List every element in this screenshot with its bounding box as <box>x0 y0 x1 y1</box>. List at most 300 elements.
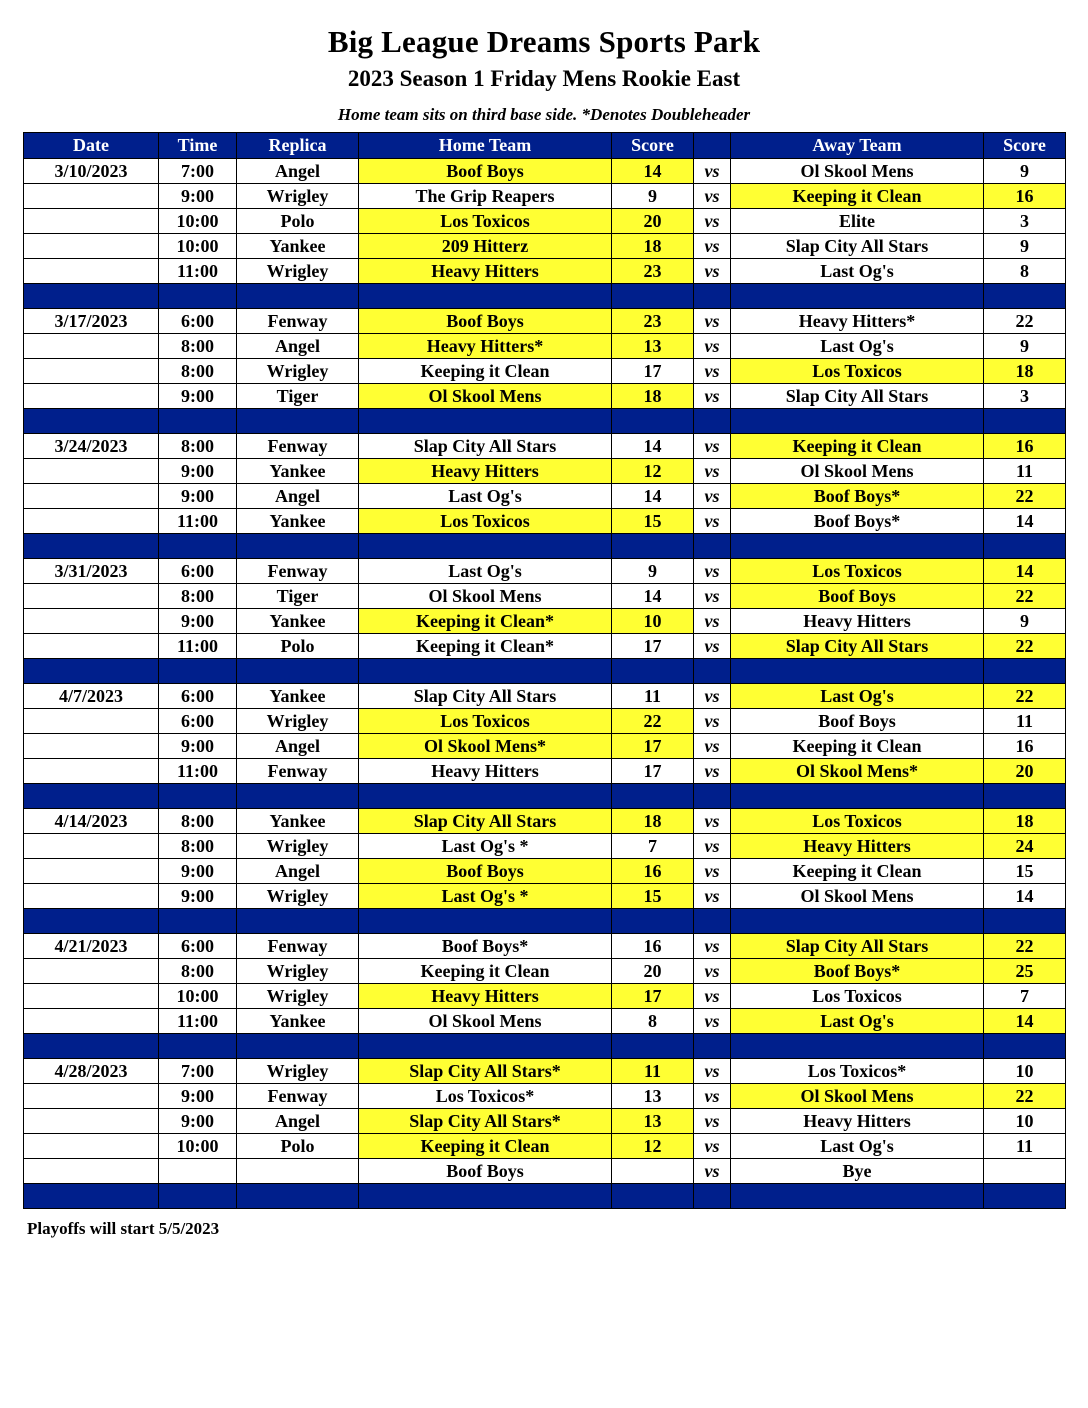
cell-away-team: Keeping it Clean <box>731 859 984 884</box>
separator-cell <box>731 1034 984 1059</box>
cell-replica: Polo <box>237 1134 359 1159</box>
cell-home-score: 22 <box>612 709 694 734</box>
cell-date <box>24 1084 159 1109</box>
cell-vs: vs <box>694 359 731 384</box>
cell-away-score <box>984 1159 1066 1184</box>
separator-cell <box>24 784 159 809</box>
cell-home-team: Keeping it Clean* <box>359 634 612 659</box>
cell-replica: Polo <box>237 209 359 234</box>
cell-away-team: Heavy Hitters <box>731 609 984 634</box>
week-separator-row <box>24 534 1066 559</box>
table-row <box>24 1159 1066 1184</box>
cell-date <box>24 359 159 384</box>
separator-cell <box>984 284 1066 309</box>
table-header-row <box>24 133 1066 159</box>
cell-vs: vs <box>694 434 731 459</box>
table-row <box>24 334 1066 359</box>
separator-cell <box>24 659 159 684</box>
separator-cell <box>159 909 237 934</box>
separator-cell <box>984 534 1066 559</box>
cell-time: 8:00 <box>159 959 237 984</box>
table-row <box>24 759 1066 784</box>
separator-cell <box>612 784 694 809</box>
cell-away-team: Keeping it Clean <box>731 434 984 459</box>
cell-home-score: 17 <box>612 734 694 759</box>
cell-home-team: Slap City All Stars* <box>359 1059 612 1084</box>
cell-time: 11:00 <box>159 509 237 534</box>
cell-home-team: Keeping it Clean <box>359 959 612 984</box>
separator-cell <box>159 784 237 809</box>
cell-time: 8:00 <box>159 809 237 834</box>
cell-replica: Angel <box>237 859 359 884</box>
cell-time: 9:00 <box>159 859 237 884</box>
column-header-date: Date <box>24 133 159 159</box>
cell-replica: Tiger <box>237 384 359 409</box>
table-row <box>24 234 1066 259</box>
cell-replica: Fenway <box>237 559 359 584</box>
cell-date <box>24 1159 159 1184</box>
cell-away-team: Heavy Hitters* <box>731 309 984 334</box>
cell-away-team: Last Og's <box>731 1009 984 1034</box>
separator-cell <box>612 1184 694 1209</box>
cell-vs: vs <box>694 1134 731 1159</box>
cell-home-score: 14 <box>612 434 694 459</box>
cell-away-team: Keeping it Clean <box>731 184 984 209</box>
table-row <box>24 884 1066 909</box>
cell-away-score: 16 <box>984 184 1066 209</box>
cell-replica: Fenway <box>237 759 359 784</box>
separator-cell <box>159 534 237 559</box>
cell-date: 4/21/2023 <box>24 934 159 959</box>
cell-date <box>24 609 159 634</box>
cell-away-team: Heavy Hitters <box>731 834 984 859</box>
cell-away-team: Slap City All Stars <box>731 934 984 959</box>
cell-time: 11:00 <box>159 759 237 784</box>
cell-date <box>24 884 159 909</box>
cell-away-score: 10 <box>984 1109 1066 1134</box>
cell-time: 10:00 <box>159 209 237 234</box>
cell-vs: vs <box>694 234 731 259</box>
cell-replica: Angel <box>237 1109 359 1134</box>
table-row <box>24 1084 1066 1109</box>
cell-away-score: 22 <box>984 484 1066 509</box>
cell-away-team: Keeping it Clean <box>731 734 984 759</box>
cell-home-score: 12 <box>612 459 694 484</box>
cell-replica: Wrigley <box>237 259 359 284</box>
cell-date <box>24 1134 159 1159</box>
cell-time: 9:00 <box>159 459 237 484</box>
column-header-home-team: Home Team <box>359 133 612 159</box>
week-separator-row <box>24 284 1066 309</box>
cell-time: 10:00 <box>159 984 237 1009</box>
cell-away-score: 9 <box>984 159 1066 184</box>
cell-home-team: Ol Skool Mens <box>359 584 612 609</box>
column-header-replica: Replica <box>237 133 359 159</box>
cell-away-team: Boof Boys <box>731 584 984 609</box>
separator-cell <box>694 659 731 684</box>
separator-cell <box>237 409 359 434</box>
cell-vs: vs <box>694 334 731 359</box>
cell-home-score: 9 <box>612 184 694 209</box>
separator-cell <box>612 534 694 559</box>
cell-away-team: Ol Skool Mens <box>731 884 984 909</box>
cell-date <box>24 584 159 609</box>
cell-replica <box>237 1159 359 1184</box>
separator-cell <box>359 909 612 934</box>
cell-vs: vs <box>694 584 731 609</box>
cell-vs: vs <box>694 1109 731 1134</box>
cell-away-score: 22 <box>984 309 1066 334</box>
cell-date: 3/24/2023 <box>24 434 159 459</box>
cell-home-team: Boof Boys <box>359 159 612 184</box>
cell-date <box>24 459 159 484</box>
separator-cell <box>24 409 159 434</box>
cell-vs: vs <box>694 684 731 709</box>
cell-home-score: 17 <box>612 634 694 659</box>
cell-home-team: Last Og's * <box>359 884 612 909</box>
cell-replica: Wrigley <box>237 884 359 909</box>
separator-cell <box>694 1184 731 1209</box>
separator-cell <box>359 659 612 684</box>
cell-vs: vs <box>694 1059 731 1084</box>
cell-home-score: 18 <box>612 234 694 259</box>
cell-away-team: Heavy Hitters <box>731 1109 984 1134</box>
cell-time: 8:00 <box>159 584 237 609</box>
cell-away-score: 14 <box>984 559 1066 584</box>
cell-time: 9:00 <box>159 884 237 909</box>
cell-replica: Yankee <box>237 459 359 484</box>
cell-away-team: Boof Boys* <box>731 509 984 534</box>
cell-vs: vs <box>694 934 731 959</box>
cell-away-score: 18 <box>984 809 1066 834</box>
cell-replica: Angel <box>237 734 359 759</box>
cell-away-score: 11 <box>984 459 1066 484</box>
cell-vs: vs <box>694 859 731 884</box>
cell-time <box>159 1159 237 1184</box>
table-row <box>24 984 1066 1009</box>
cell-time: 9:00 <box>159 484 237 509</box>
cell-replica: Wrigley <box>237 834 359 859</box>
week-separator-row <box>24 1184 1066 1209</box>
cell-date <box>24 859 159 884</box>
playoffs-note: Playoffs will start 5/5/2023 <box>27 1219 220 1238</box>
cell-away-score: 20 <box>984 759 1066 784</box>
separator-cell <box>159 1034 237 1059</box>
table-row <box>24 634 1066 659</box>
table-row <box>24 459 1066 484</box>
cell-time: 11:00 <box>159 634 237 659</box>
cell-replica: Polo <box>237 634 359 659</box>
cell-time: 9:00 <box>159 609 237 634</box>
cell-time: 6:00 <box>159 709 237 734</box>
page-title: Big League Dreams Sports Park <box>327 24 761 59</box>
schedule-table <box>23 132 1066 1209</box>
separator-cell <box>159 284 237 309</box>
cell-away-team: Slap City All Stars <box>731 234 984 259</box>
cell-away-score: 22 <box>984 634 1066 659</box>
cell-replica: Wrigley <box>237 359 359 384</box>
separator-cell <box>359 1184 612 1209</box>
cell-home-score: 15 <box>612 884 694 909</box>
separator-cell <box>237 659 359 684</box>
cell-away-score: 14 <box>984 509 1066 534</box>
cell-home-score: 12 <box>612 1134 694 1159</box>
table-row <box>24 384 1066 409</box>
cell-away-team: Los Toxicos* <box>731 1059 984 1084</box>
separator-cell <box>612 909 694 934</box>
cell-date <box>24 734 159 759</box>
cell-date <box>24 634 159 659</box>
cell-time: 10:00 <box>159 234 237 259</box>
separator-cell <box>612 409 694 434</box>
cell-away-team: Boof Boys* <box>731 959 984 984</box>
table-row <box>24 684 1066 709</box>
cell-date <box>24 1009 159 1034</box>
separator-cell <box>694 909 731 934</box>
cell-home-score: 17 <box>612 759 694 784</box>
cell-vs: vs <box>694 159 731 184</box>
cell-away-team: Ol Skool Mens <box>731 459 984 484</box>
cell-home-score: 7 <box>612 834 694 859</box>
week-separator-row <box>24 909 1066 934</box>
separator-cell <box>984 909 1066 934</box>
cell-home-team: Heavy Hitters <box>359 259 612 284</box>
cell-time: 8:00 <box>159 334 237 359</box>
cell-away-score: 3 <box>984 384 1066 409</box>
separator-cell <box>237 784 359 809</box>
cell-time: 11:00 <box>159 259 237 284</box>
separator-cell <box>694 409 731 434</box>
separator-cell <box>694 784 731 809</box>
cell-away-team: Last Og's <box>731 259 984 284</box>
cell-home-score: 23 <box>612 309 694 334</box>
cell-time: 7:00 <box>159 1059 237 1084</box>
cell-time: 8:00 <box>159 359 237 384</box>
cell-vs: vs <box>694 709 731 734</box>
cell-vs: vs <box>694 309 731 334</box>
cell-date <box>24 984 159 1009</box>
table-row <box>24 434 1066 459</box>
cell-home-team: Slap City All Stars <box>359 684 612 709</box>
week-separator-row <box>24 1034 1066 1059</box>
separator-cell <box>612 1034 694 1059</box>
cell-away-score: 24 <box>984 834 1066 859</box>
cell-home-score: 10 <box>612 609 694 634</box>
table-row <box>24 159 1066 184</box>
table-row <box>24 509 1066 534</box>
column-header-home-score: Score <box>612 133 694 159</box>
cell-time: 6:00 <box>159 559 237 584</box>
cell-home-score: 17 <box>612 984 694 1009</box>
cell-vs: vs <box>694 1084 731 1109</box>
cell-away-team: Ol Skool Mens* <box>731 759 984 784</box>
cell-date <box>24 209 159 234</box>
cell-home-team: Heavy Hitters* <box>359 334 612 359</box>
cell-away-team: Los Toxicos <box>731 809 984 834</box>
cell-vs: vs <box>694 384 731 409</box>
cell-replica: Wrigley <box>237 959 359 984</box>
table-row <box>24 1134 1066 1159</box>
cell-time: 9:00 <box>159 1084 237 1109</box>
separator-cell <box>612 659 694 684</box>
cell-vs: vs <box>694 734 731 759</box>
cell-home-team: Boof Boys <box>359 309 612 334</box>
cell-vs: vs <box>694 809 731 834</box>
cell-away-score: 16 <box>984 434 1066 459</box>
separator-cell <box>24 534 159 559</box>
cell-date <box>24 834 159 859</box>
cell-replica: Fenway <box>237 1084 359 1109</box>
separator-cell <box>159 1184 237 1209</box>
cell-home-score: 16 <box>612 859 694 884</box>
cell-home-score: 9 <box>612 559 694 584</box>
separator-cell <box>731 659 984 684</box>
cell-date <box>24 709 159 734</box>
table-row <box>24 359 1066 384</box>
separator-cell <box>159 409 237 434</box>
cell-home-score: 13 <box>612 334 694 359</box>
cell-home-team: Boof Boys <box>359 1159 612 1184</box>
cell-date <box>24 184 159 209</box>
cell-home-team: Ol Skool Mens <box>359 1009 612 1034</box>
table-row <box>24 1059 1066 1084</box>
cell-home-team: Heavy Hitters <box>359 759 612 784</box>
cell-replica: Yankee <box>237 609 359 634</box>
doubleheader-note: Home team sits on third base side. *Denotes Doubleheader <box>337 105 751 124</box>
cell-away-score: 18 <box>984 359 1066 384</box>
cell-home-score: 14 <box>612 584 694 609</box>
cell-home-team: Boof Boys <box>359 859 612 884</box>
cell-home-team: The Grip Reapers <box>359 184 612 209</box>
cell-replica: Angel <box>237 334 359 359</box>
cell-home-score: 15 <box>612 509 694 534</box>
cell-replica: Yankee <box>237 509 359 534</box>
cell-away-score: 22 <box>984 584 1066 609</box>
cell-date: 4/28/2023 <box>24 1059 159 1084</box>
cell-home-team: Heavy Hitters <box>359 459 612 484</box>
table-row <box>24 1109 1066 1134</box>
cell-away-team: Elite <box>731 209 984 234</box>
cell-home-team: Last Og's <box>359 484 612 509</box>
cell-away-team: Ol Skool Mens <box>731 1084 984 1109</box>
separator-cell <box>237 1184 359 1209</box>
cell-replica: Wrigley <box>237 984 359 1009</box>
table-row <box>24 259 1066 284</box>
cell-replica: Angel <box>237 484 359 509</box>
cell-replica: Fenway <box>237 934 359 959</box>
cell-home-team: Slap City All Stars <box>359 434 612 459</box>
cell-home-score: 14 <box>612 159 694 184</box>
cell-replica: Yankee <box>237 809 359 834</box>
cell-date <box>24 259 159 284</box>
cell-date <box>24 759 159 784</box>
cell-home-team: Los Toxicos <box>359 509 612 534</box>
cell-replica: Fenway <box>237 309 359 334</box>
table-row <box>24 184 1066 209</box>
separator-cell <box>984 784 1066 809</box>
cell-home-score: 23 <box>612 259 694 284</box>
cell-time: 9:00 <box>159 1109 237 1134</box>
separator-cell <box>237 1034 359 1059</box>
cell-vs: vs <box>694 884 731 909</box>
cell-replica: Angel <box>237 159 359 184</box>
separator-cell <box>984 1034 1066 1059</box>
cell-home-score: 20 <box>612 209 694 234</box>
table-row <box>24 309 1066 334</box>
cell-home-score: 11 <box>612 1059 694 1084</box>
cell-away-team: Los Toxicos <box>731 984 984 1009</box>
separator-cell <box>731 784 984 809</box>
page-subtitle: 2023 Season 1 Friday Mens Rookie East <box>347 66 741 91</box>
week-separator-row <box>24 659 1066 684</box>
cell-replica: Wrigley <box>237 709 359 734</box>
cell-home-team: Los Toxicos <box>359 709 612 734</box>
separator-cell <box>359 409 612 434</box>
column-header-time: Time <box>159 133 237 159</box>
cell-home-score: 13 <box>612 1109 694 1134</box>
cell-home-team: Boof Boys* <box>359 934 612 959</box>
cell-time: 6:00 <box>159 684 237 709</box>
cell-away-score: 14 <box>984 884 1066 909</box>
cell-home-team: Heavy Hitters <box>359 984 612 1009</box>
cell-time: 6:00 <box>159 934 237 959</box>
separator-cell <box>24 1034 159 1059</box>
cell-home-team: Ol Skool Mens* <box>359 734 612 759</box>
cell-away-team: Bye <box>731 1159 984 1184</box>
separator-cell <box>731 534 984 559</box>
cell-time: 9:00 <box>159 184 237 209</box>
cell-away-score: 11 <box>984 1134 1066 1159</box>
cell-home-score: 18 <box>612 384 694 409</box>
cell-away-score: 22 <box>984 934 1066 959</box>
cell-vs: vs <box>694 209 731 234</box>
cell-away-score: 22 <box>984 684 1066 709</box>
cell-away-score: 9 <box>984 609 1066 634</box>
separator-cell <box>359 784 612 809</box>
cell-time: 9:00 <box>159 734 237 759</box>
column-header-away-score: Score <box>984 133 1066 159</box>
cell-time: 9:00 <box>159 384 237 409</box>
cell-home-team: Last Og's <box>359 559 612 584</box>
cell-vs: vs <box>694 759 731 784</box>
cell-away-score: 25 <box>984 959 1066 984</box>
separator-cell <box>731 284 984 309</box>
separator-cell <box>731 1184 984 1209</box>
table-row <box>24 584 1066 609</box>
cell-away-score: 22 <box>984 1084 1066 1109</box>
cell-away-team: Last Og's <box>731 1134 984 1159</box>
cell-away-score: 11 <box>984 709 1066 734</box>
cell-home-team: 209 Hitterz <box>359 234 612 259</box>
table-row <box>24 809 1066 834</box>
cell-home-score: 18 <box>612 809 694 834</box>
cell-home-score: 20 <box>612 959 694 984</box>
cell-home-team: Slap City All Stars <box>359 809 612 834</box>
table-row <box>24 934 1066 959</box>
cell-vs: vs <box>694 509 731 534</box>
cell-away-score: 14 <box>984 1009 1066 1034</box>
separator-cell <box>612 284 694 309</box>
cell-replica: Yankee <box>237 1009 359 1034</box>
cell-vs: vs <box>694 559 731 584</box>
cell-away-team: Slap City All Stars <box>731 384 984 409</box>
separator-cell <box>694 534 731 559</box>
cell-vs: vs <box>694 459 731 484</box>
cell-vs: vs <box>694 259 731 284</box>
cell-home-score: 14 <box>612 484 694 509</box>
cell-home-score: 17 <box>612 359 694 384</box>
separator-cell <box>731 409 984 434</box>
